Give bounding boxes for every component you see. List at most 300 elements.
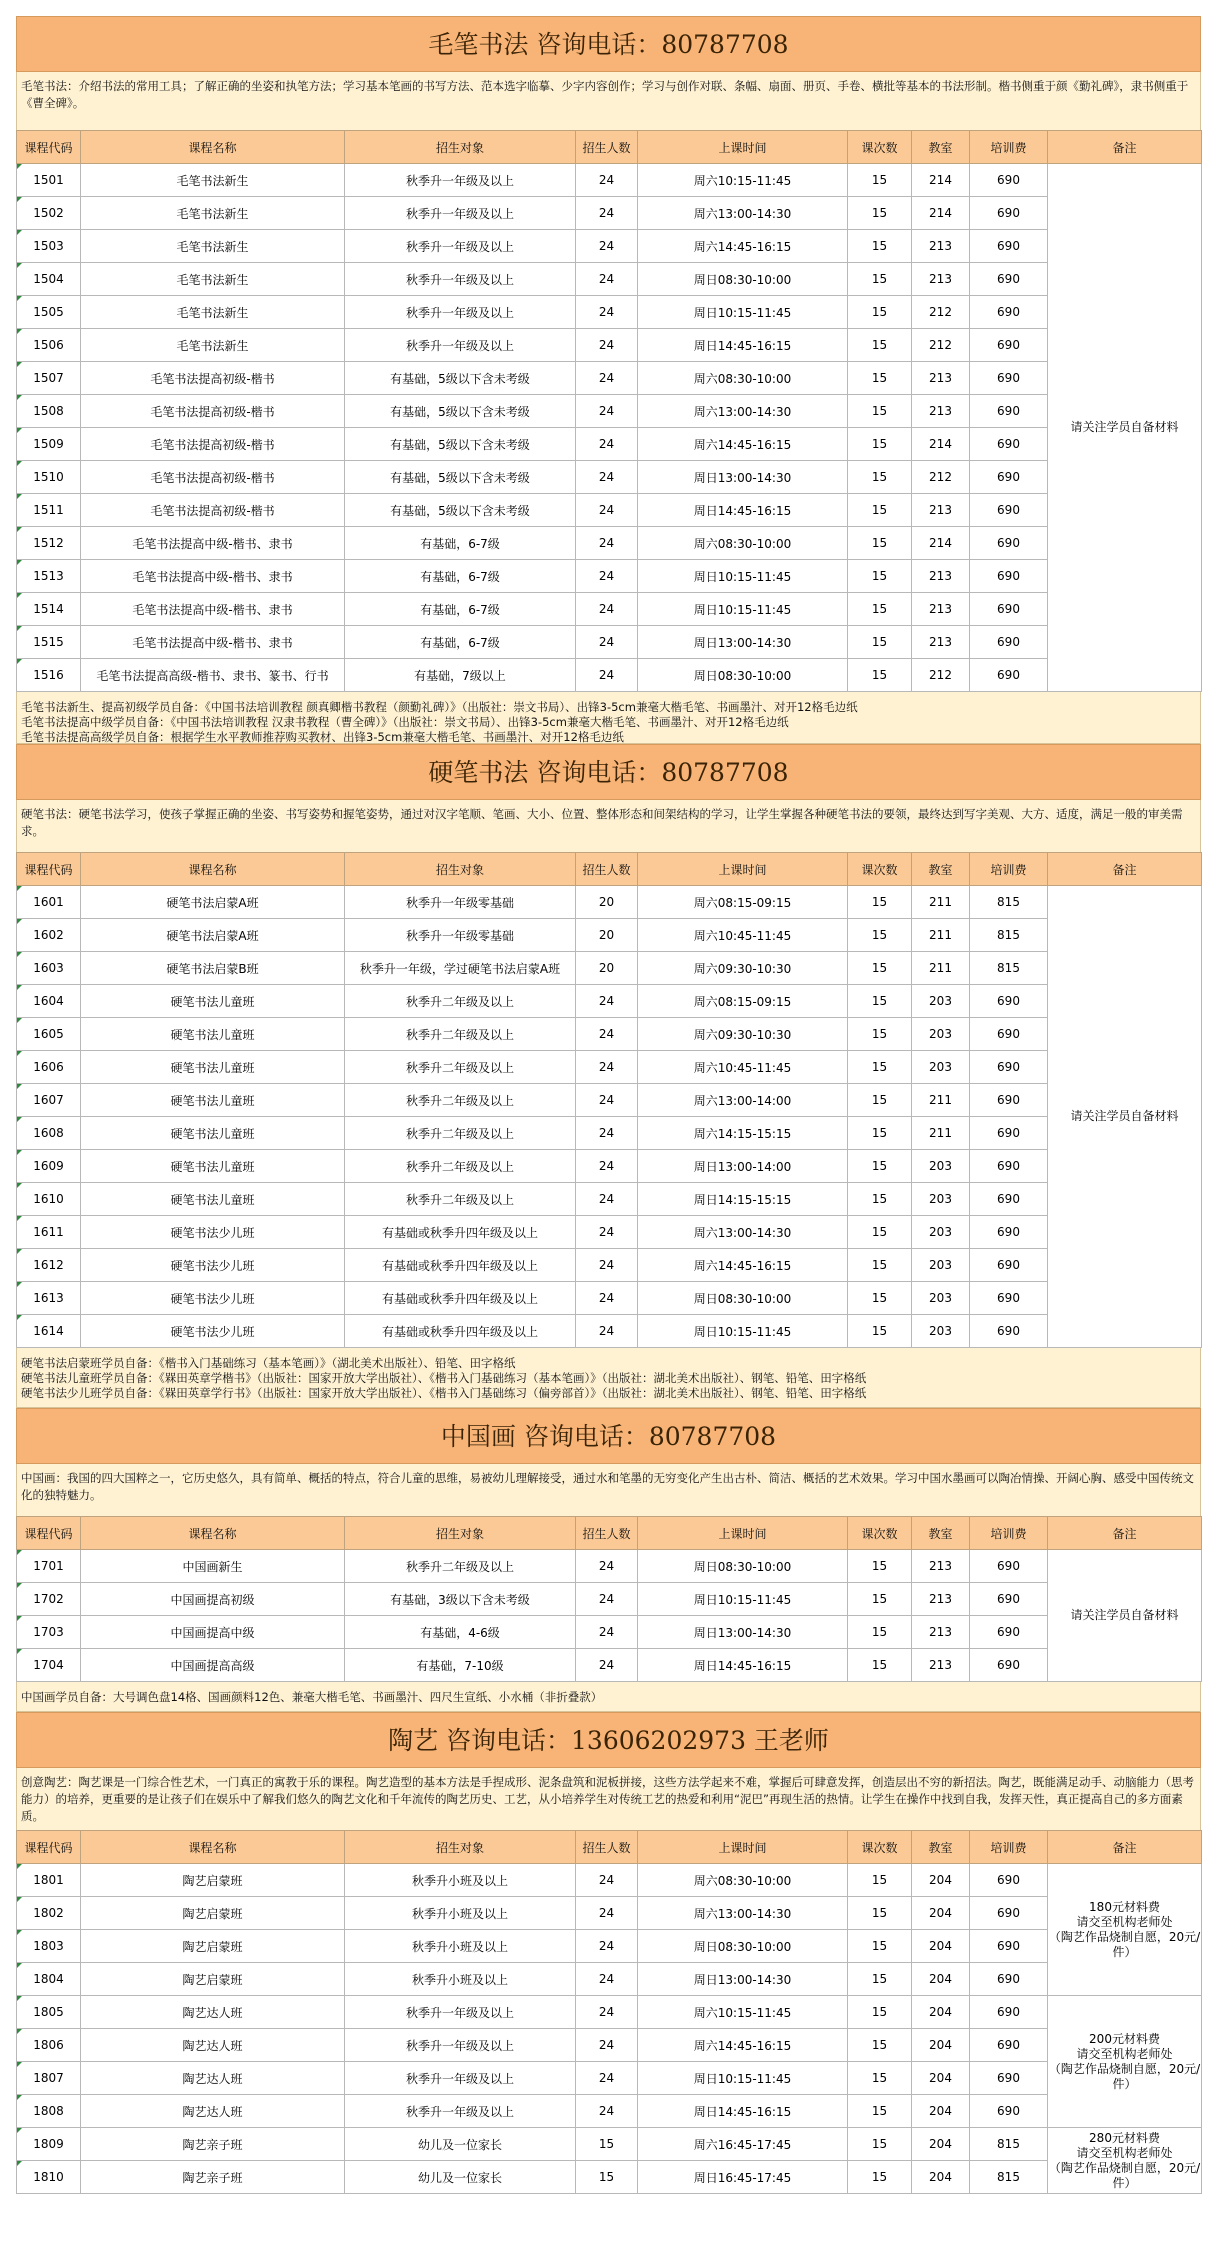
sessions: 15 (848, 296, 912, 329)
enrollment: 20 (576, 919, 638, 952)
fee: 690 (970, 362, 1048, 395)
sessions: 15 (848, 428, 912, 461)
table-row (17, 1616, 1202, 1649)
course-name: 毛笔书法提高初级-楷书 (81, 461, 345, 494)
fee: 690 (970, 2095, 1048, 2128)
enrollment: 24 (576, 985, 638, 1018)
course-name: 硬笔书法儿童班 (81, 1117, 345, 1150)
course-section (16, 744, 1201, 1408)
fee: 690 (970, 296, 1048, 329)
course-code: 1701 (17, 1550, 81, 1583)
sessions: 15 (848, 1930, 912, 1963)
fee: 690 (970, 1996, 1048, 2029)
enrollment: 24 (576, 626, 638, 659)
course-code: 1501 (17, 164, 81, 197)
course-section (16, 1712, 1201, 2194)
course-code: 1808 (17, 2095, 81, 2128)
enrollment: 24 (576, 164, 638, 197)
class-time: 周日14:45-16:15 (638, 494, 848, 527)
class-time: 周六13:00-14:30 (638, 197, 848, 230)
sessions: 15 (848, 1996, 912, 2029)
class-time: 周六14:45-16:15 (638, 1249, 848, 1282)
fee: 690 (970, 1930, 1048, 1963)
class-time: 周日13:00-14:30 (638, 461, 848, 494)
fee: 690 (970, 1864, 1048, 1897)
course-table (16, 852, 1202, 1348)
table-row (17, 919, 1202, 952)
table-row (17, 1864, 1202, 1897)
target: 秋季升一年级及以上 (345, 2029, 576, 2062)
table-row (17, 1315, 1202, 1348)
fee: 815 (970, 2161, 1048, 2194)
column-header: 教室 (912, 131, 970, 164)
table-row (17, 886, 1202, 919)
table-row (17, 296, 1202, 329)
target: 秋季升二年级及以上 (345, 1084, 576, 1117)
table-header (17, 1831, 1202, 1864)
sessions: 15 (848, 1897, 912, 1930)
sessions: 15 (848, 395, 912, 428)
sessions: 15 (848, 2128, 912, 2161)
course-code: 1504 (17, 263, 81, 296)
column-header: 教室 (912, 1831, 970, 1864)
course-name: 硬笔书法启蒙A班 (81, 919, 345, 952)
classroom: 213 (912, 230, 970, 263)
fee: 690 (970, 985, 1048, 1018)
course-name: 硬笔书法少儿班 (81, 1249, 345, 1282)
course-code: 1606 (17, 1051, 81, 1084)
classroom: 213 (912, 263, 970, 296)
class-time: 周六08:15-09:15 (638, 985, 848, 1018)
enrollment: 24 (576, 560, 638, 593)
course-name: 中国画提高中级 (81, 1616, 345, 1649)
classroom: 211 (912, 1117, 970, 1150)
class-time: 周六10:45-11:45 (638, 1051, 848, 1084)
classroom: 212 (912, 296, 970, 329)
column-header: 上课时间 (638, 853, 848, 886)
course-code: 1614 (17, 1315, 81, 1348)
class-time: 周六09:30-10:30 (638, 1018, 848, 1051)
section-title: 陶艺 咨询电话：13606202973 王老师 (16, 1712, 1201, 1768)
note-line: 硬笔书法儿童班学员自备：《槑田英章学楷书》（出版社：国家开放大学出版社）、《楷书入门基础练习（基本笔画）》（出版社：湖北美术出版社）、钢笔、铅笔、田字格纸 (21, 1371, 867, 1385)
classroom: 211 (912, 886, 970, 919)
class-time: 周日10:15-11:45 (638, 2062, 848, 2095)
enrollment: 24 (576, 1183, 638, 1216)
table-row (17, 2062, 1202, 2095)
target: 秋季升二年级及以上 (345, 985, 576, 1018)
section-notes (16, 692, 1201, 744)
fee: 815 (970, 886, 1048, 919)
class-time: 周日14:45-16:15 (638, 1649, 848, 1682)
column-header: 招生对象 (345, 853, 576, 886)
table-row (17, 1018, 1202, 1051)
column-header: 备注 (1048, 1831, 1202, 1864)
classroom: 203 (912, 1018, 970, 1051)
target: 有基础或秋季升四年级及以上 (345, 1249, 576, 1282)
sessions: 15 (848, 2029, 912, 2062)
target: 秋季升二年级及以上 (345, 1018, 576, 1051)
course-code: 1515 (17, 626, 81, 659)
course-name: 陶艺启蒙班 (81, 1930, 345, 1963)
enrollment: 24 (576, 1249, 638, 1282)
column-header: 备注 (1048, 131, 1202, 164)
fee: 690 (970, 593, 1048, 626)
fee: 690 (970, 428, 1048, 461)
class-time: 周六09:30-10:30 (638, 952, 848, 985)
fee: 815 (970, 952, 1048, 985)
column-header: 招生人数 (576, 1517, 638, 1550)
target: 秋季升一年级及以上 (345, 230, 576, 263)
classroom: 213 (912, 395, 970, 428)
target: 秋季升一年级及以上 (345, 263, 576, 296)
course-code: 1702 (17, 1583, 81, 1616)
target: 秋季升一年级及以上 (345, 2062, 576, 2095)
classroom: 213 (912, 1550, 970, 1583)
remark: 请关注学员自备材料 (1048, 886, 1202, 1348)
course-code: 1703 (17, 1616, 81, 1649)
sessions: 15 (848, 952, 912, 985)
section-description: 中国画：我国的四大国粹之一，它历史悠久，具有简单、概括的特点，符合儿童的思维，易被幼儿理解接受，通过水和笔墨的无穷变化产生出古朴、简洁、概括的艺术效果。学习中国水墨画可以陶冶情操、开阔心胸、感受中国传统文化的独特魅力。 (16, 1464, 1201, 1516)
sessions: 15 (848, 263, 912, 296)
course-code: 1511 (17, 494, 81, 527)
sessions: 15 (848, 1550, 912, 1583)
course-code: 1502 (17, 197, 81, 230)
classroom: 211 (912, 1084, 970, 1117)
course-name: 毛笔书法提高中级-楷书、隶书 (81, 527, 345, 560)
sessions: 15 (848, 1183, 912, 1216)
course-name: 毛笔书法新生 (81, 329, 345, 362)
course-name: 陶艺达人班 (81, 2062, 345, 2095)
column-header: 招生人数 (576, 853, 638, 886)
course-name: 硬笔书法儿童班 (81, 1051, 345, 1084)
section-notes (16, 1682, 1201, 1712)
table-row (17, 1996, 1202, 2029)
fee: 690 (970, 1150, 1048, 1183)
column-header: 培训费 (970, 131, 1048, 164)
course-name: 毛笔书法提高高级-楷书、隶书、篆书、行书 (81, 659, 345, 692)
class-time: 周日08:30-10:00 (638, 263, 848, 296)
target: 有基础或秋季升四年级及以上 (345, 1282, 576, 1315)
target: 秋季升二年级及以上 (345, 1150, 576, 1183)
target: 有基础，5级以下含未考级 (345, 461, 576, 494)
classroom: 213 (912, 626, 970, 659)
course-code: 1608 (17, 1117, 81, 1150)
course-code: 1613 (17, 1282, 81, 1315)
fee: 690 (970, 197, 1048, 230)
class-time: 周六13:00-14:30 (638, 1216, 848, 1249)
enrollment: 24 (576, 1117, 638, 1150)
sessions: 15 (848, 329, 912, 362)
course-code: 1508 (17, 395, 81, 428)
fee: 690 (970, 1583, 1048, 1616)
target: 有基础，6-7级 (345, 527, 576, 560)
classroom: 204 (912, 2062, 970, 2095)
fee: 690 (970, 1216, 1048, 1249)
column-header: 课程代码 (17, 1831, 81, 1864)
enrollment: 24 (576, 1616, 638, 1649)
column-header: 招生对象 (345, 1831, 576, 1864)
course-code: 1602 (17, 919, 81, 952)
table-row (17, 560, 1202, 593)
course-name: 毛笔书法提高初级-楷书 (81, 362, 345, 395)
sessions: 15 (848, 1249, 912, 1282)
fee: 690 (970, 1897, 1048, 1930)
column-header: 招生人数 (576, 131, 638, 164)
enrollment: 24 (576, 461, 638, 494)
classroom: 213 (912, 494, 970, 527)
classroom: 204 (912, 2128, 970, 2161)
target: 秋季升二年级及以上 (345, 1117, 576, 1150)
sessions: 15 (848, 1018, 912, 1051)
column-header: 课次数 (848, 1517, 912, 1550)
target: 秋季升一年级零基础 (345, 919, 576, 952)
target: 秋季升小班及以上 (345, 1930, 576, 1963)
target: 秋季升一年级及以上 (345, 164, 576, 197)
sessions: 15 (848, 1051, 912, 1084)
section-title: 硬笔书法 咨询电话：80787708 (16, 744, 1201, 800)
class-time: 周六14:45-16:15 (638, 230, 848, 263)
course-code: 1516 (17, 659, 81, 692)
fee: 690 (970, 263, 1048, 296)
course-name: 毛笔书法提高初级-楷书 (81, 494, 345, 527)
table-row (17, 659, 1202, 692)
enrollment: 24 (576, 197, 638, 230)
enrollment: 24 (576, 494, 638, 527)
course-name: 毛笔书法新生 (81, 296, 345, 329)
classroom: 214 (912, 428, 970, 461)
course-section (16, 1408, 1201, 1712)
classroom: 212 (912, 329, 970, 362)
classroom: 204 (912, 2161, 970, 2194)
target: 幼儿及一位家长 (345, 2128, 576, 2161)
column-header: 课程名称 (81, 1831, 345, 1864)
remark: 180元材料费 请交至机构老师处 （陶艺作品烧制自愿，20元/件） (1048, 1864, 1202, 1996)
classroom: 213 (912, 1649, 970, 1682)
column-header: 课程代码 (17, 853, 81, 886)
enrollment: 24 (576, 1864, 638, 1897)
target: 秋季升小班及以上 (345, 1897, 576, 1930)
table-row (17, 395, 1202, 428)
enrollment: 24 (576, 1996, 638, 2029)
class-time: 周六08:15-09:15 (638, 886, 848, 919)
enrollment: 24 (576, 395, 638, 428)
table-row (17, 1051, 1202, 1084)
classroom: 214 (912, 164, 970, 197)
enrollment: 24 (576, 1018, 638, 1051)
classroom: 203 (912, 985, 970, 1018)
course-code: 1704 (17, 1649, 81, 1682)
course-name: 毛笔书法提高初级-楷书 (81, 428, 345, 461)
sessions: 15 (848, 626, 912, 659)
table-row (17, 1649, 1202, 1682)
course-code: 1805 (17, 1996, 81, 2029)
course-code: 1809 (17, 2128, 81, 2161)
enrollment: 15 (576, 2161, 638, 2194)
sessions: 15 (848, 494, 912, 527)
enrollment: 24 (576, 1583, 638, 1616)
class-time: 周日14:15-15:15 (638, 1183, 848, 1216)
table-row (17, 1216, 1202, 1249)
enrollment: 24 (576, 2095, 638, 2128)
course-code: 1513 (17, 560, 81, 593)
table-row (17, 263, 1202, 296)
course-code: 1514 (17, 593, 81, 626)
course-table (16, 1516, 1202, 1682)
course-code: 1512 (17, 527, 81, 560)
classroom: 211 (912, 952, 970, 985)
class-time: 周六16:45-17:45 (638, 2128, 848, 2161)
classroom: 204 (912, 1996, 970, 2029)
fee: 690 (970, 461, 1048, 494)
target: 秋季升一年级零基础 (345, 886, 576, 919)
column-header: 培训费 (970, 1831, 1048, 1864)
fee: 690 (970, 1249, 1048, 1282)
class-time: 周日08:30-10:00 (638, 1550, 848, 1583)
column-header: 招生人数 (576, 1831, 638, 1864)
course-name: 硬笔书法启蒙A班 (81, 886, 345, 919)
sessions: 15 (848, 2062, 912, 2095)
sessions: 15 (848, 560, 912, 593)
target: 秋季升一年级及以上 (345, 2095, 576, 2128)
course-code: 1801 (17, 1864, 81, 1897)
sessions: 15 (848, 1150, 912, 1183)
note-line: 硬笔书法少儿班学员自备：《槑田英章学行书》（出版社：国家开放大学出版社）、《楷书入门基础练习（偏旁部首）》（出版社：湖北美术出版社）、钢笔、铅笔、田字格纸 (21, 1386, 867, 1400)
class-time: 周六13:00-14:30 (638, 1897, 848, 1930)
class-time: 周六13:00-14:30 (638, 395, 848, 428)
classroom: 212 (912, 461, 970, 494)
classroom: 203 (912, 1183, 970, 1216)
enrollment: 24 (576, 428, 638, 461)
course-code: 1802 (17, 1897, 81, 1930)
course-name: 硬笔书法少儿班 (81, 1282, 345, 1315)
sessions: 15 (848, 1084, 912, 1117)
class-time: 周六10:15-11:45 (638, 164, 848, 197)
sessions: 15 (848, 1117, 912, 1150)
sessions: 15 (848, 164, 912, 197)
course-name: 硬笔书法少儿班 (81, 1216, 345, 1249)
class-time: 周日08:30-10:00 (638, 659, 848, 692)
column-header: 招生对象 (345, 131, 576, 164)
sessions: 15 (848, 886, 912, 919)
column-header: 培训费 (970, 1517, 1048, 1550)
enrollment: 24 (576, 1216, 638, 1249)
column-header: 教室 (912, 853, 970, 886)
course-code: 1603 (17, 952, 81, 985)
table-row (17, 1117, 1202, 1150)
course-name: 毛笔书法提高中级-楷书、隶书 (81, 626, 345, 659)
target: 有基础，6-7级 (345, 560, 576, 593)
classroom: 204 (912, 1897, 970, 1930)
enrollment: 24 (576, 2029, 638, 2062)
class-time: 周六14:45-16:15 (638, 428, 848, 461)
sessions: 15 (848, 230, 912, 263)
course-code: 1604 (17, 985, 81, 1018)
classroom: 214 (912, 197, 970, 230)
course-name: 陶艺启蒙班 (81, 1864, 345, 1897)
sessions: 15 (848, 2095, 912, 2128)
note-line: 毛笔书法提高高级学员自备：根据学生水平教师推荐购买教材、出锋3-5cm兼毫大楷毛笔、书画墨汁、对开12格毛边纸 (21, 730, 624, 744)
enrollment: 24 (576, 1550, 638, 1583)
class-time: 周日13:00-14:30 (638, 1616, 848, 1649)
course-code: 1605 (17, 1018, 81, 1051)
classroom: 203 (912, 1216, 970, 1249)
note-line: 中国画学员自备：大号调色盘14格、国画颜料12色、兼毫大楷毛笔、书画墨汁、四尺生宣纸、小水桶（非折叠款） (21, 1690, 603, 1704)
target: 有基础，3级以下含未考级 (345, 1583, 576, 1616)
course-code: 1609 (17, 1150, 81, 1183)
enrollment: 24 (576, 1051, 638, 1084)
sessions: 15 (848, 659, 912, 692)
fee: 690 (970, 1183, 1048, 1216)
sessions: 15 (848, 1315, 912, 1348)
sessions: 15 (848, 985, 912, 1018)
column-header: 课程代码 (17, 1517, 81, 1550)
enrollment: 24 (576, 263, 638, 296)
fee: 690 (970, 1963, 1048, 1996)
sessions: 15 (848, 919, 912, 952)
column-header: 课程名称 (81, 1517, 345, 1550)
note-line: 毛笔书法新生、提高初级学员自备：《中国书法培训教程 颜真卿楷书教程（颜勤礼碑）》（出版社：崇文书局）、出锋3-5cm兼毫大楷毛笔、书画墨汁、对开12格毛边纸 (21, 700, 858, 714)
class-time: 周日10:15-11:45 (638, 560, 848, 593)
column-header: 上课时间 (638, 131, 848, 164)
column-header: 教室 (912, 1517, 970, 1550)
course-code: 1803 (17, 1930, 81, 1963)
fee: 690 (970, 626, 1048, 659)
remark: 280元材料费 请交至机构老师处 （陶艺作品烧制自愿，20元/件） (1048, 2128, 1202, 2194)
column-header: 培训费 (970, 853, 1048, 886)
table-row (17, 1963, 1202, 1996)
course-name: 毛笔书法提高中级-楷书、隶书 (81, 593, 345, 626)
class-time: 周六14:15-15:15 (638, 1117, 848, 1150)
enrollment: 24 (576, 659, 638, 692)
fee: 690 (970, 164, 1048, 197)
table-row (17, 985, 1202, 1018)
course-name: 硬笔书法儿童班 (81, 985, 345, 1018)
classroom: 204 (912, 2029, 970, 2062)
fee: 690 (970, 1018, 1048, 1051)
course-code: 1810 (17, 2161, 81, 2194)
fee: 690 (970, 395, 1048, 428)
column-header: 招生对象 (345, 1517, 576, 1550)
enrollment: 24 (576, 2062, 638, 2095)
enrollment: 24 (576, 362, 638, 395)
table-row (17, 2095, 1202, 2128)
class-time: 周六08:30-10:00 (638, 527, 848, 560)
course-name: 陶艺亲子班 (81, 2128, 345, 2161)
fee: 815 (970, 2128, 1048, 2161)
course-name: 毛笔书法新生 (81, 263, 345, 296)
fee: 690 (970, 2062, 1048, 2095)
fee: 690 (970, 230, 1048, 263)
section-description: 硬笔书法：硬笔书法学习，使孩子掌握正确的坐姿、书写姿势和握笔姿势，通过对汉字笔顺、笔画、大小、位置、整体形态和间架结构的学习，让学生掌握各种硬笔书法的要领，最终达到写字美观、大方、适度，满足一般的审美需求。 (16, 800, 1201, 852)
fee: 690 (970, 1550, 1048, 1583)
enrollment: 24 (576, 329, 638, 362)
course-name: 陶艺达人班 (81, 1996, 345, 2029)
classroom: 204 (912, 1963, 970, 1996)
table-row (17, 1183, 1202, 1216)
fee: 690 (970, 1084, 1048, 1117)
fee: 690 (970, 1282, 1048, 1315)
fee: 690 (970, 659, 1048, 692)
enrollment: 24 (576, 1282, 638, 1315)
classroom: 203 (912, 1315, 970, 1348)
table-header (17, 131, 1202, 164)
course-code: 1806 (17, 2029, 81, 2062)
course-code: 1612 (17, 1249, 81, 1282)
table-row (17, 230, 1202, 263)
column-header: 课程名称 (81, 853, 345, 886)
class-time: 周日08:30-10:00 (638, 1930, 848, 1963)
section-title: 毛笔书法 咨询电话：80787708 (16, 16, 1201, 72)
